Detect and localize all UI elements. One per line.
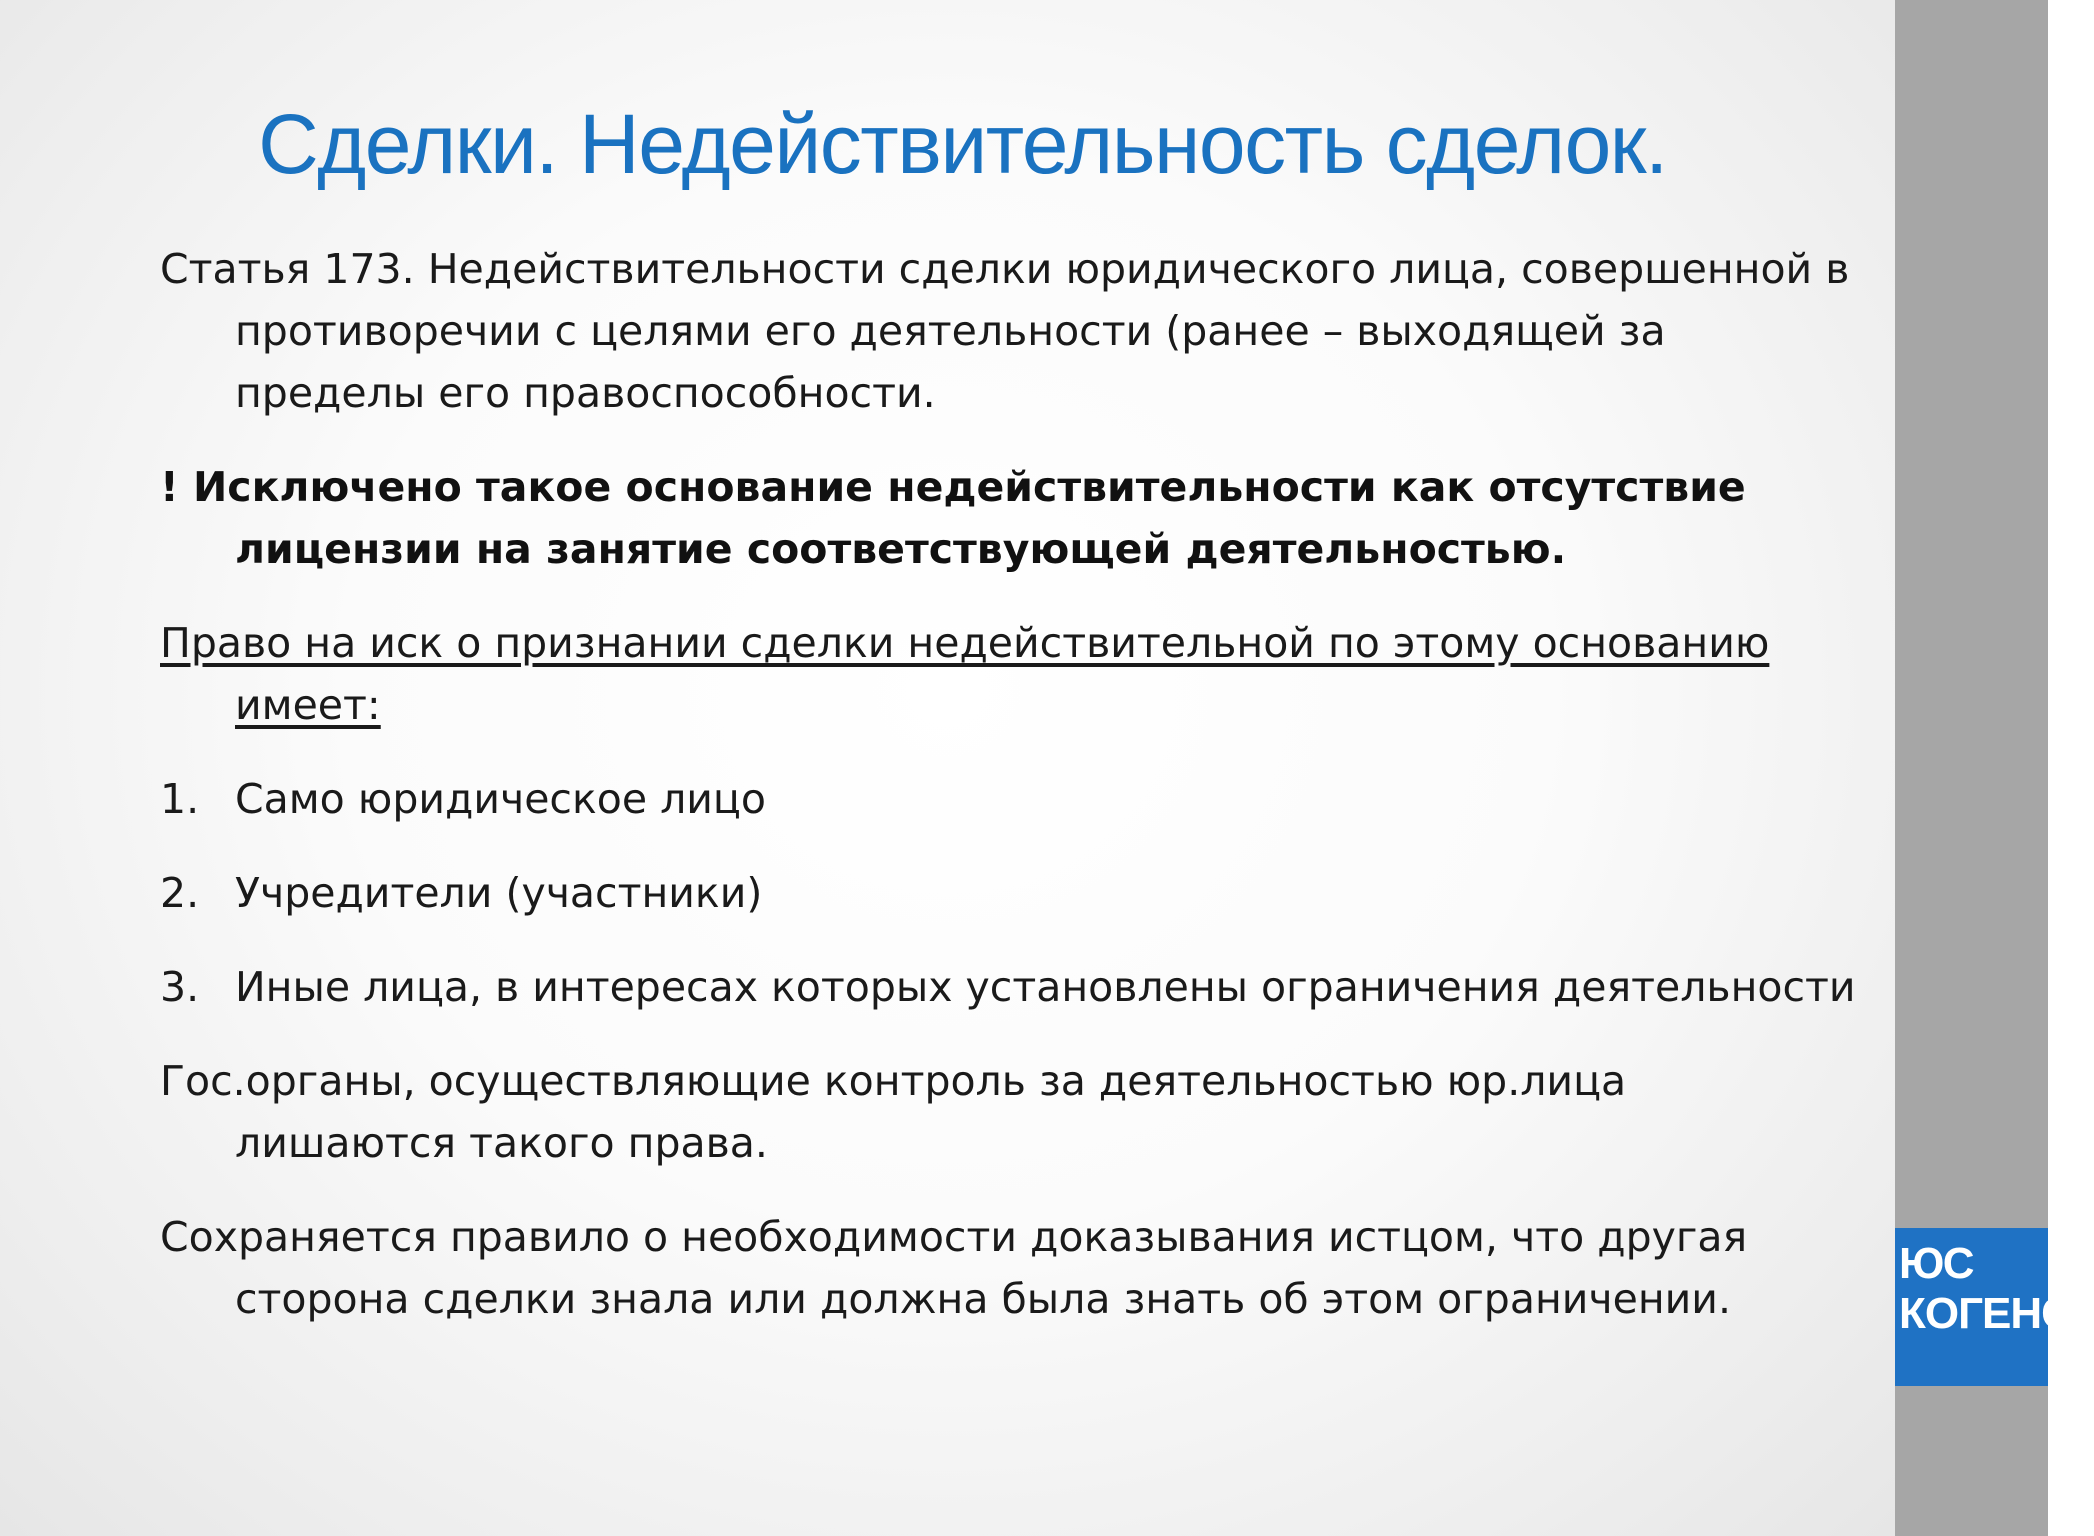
- exclusion-paragraph: ! Исключено такое основание недействительности как отсутствие лицензии на занятие соответствующей деятельностью.: [160, 463, 1746, 573]
- list-item: [160, 768, 1860, 830]
- list-item: [160, 862, 1860, 924]
- list-item-text: Само юридическое лицо: [235, 775, 766, 823]
- right-to-claim-text: Право на иск о признании сделки недействительной по этому основанию имеет:: [160, 619, 1770, 729]
- gov-bodies-paragraph: Гос.органы, осуществляющие контроль за деятельностью юр.лица лишаются такого права.: [160, 1057, 1627, 1167]
- slide-content: [160, 238, 1860, 1362]
- logo-text-line-1: ЮС: [1899, 1239, 1974, 1288]
- list-item-text: Учредители (участники): [235, 869, 763, 917]
- logo-text-line-2: КОГЕНС I: [1899, 1289, 2094, 1338]
- brand-logo: [1895, 1228, 2094, 1386]
- list-item-number: 1.: [160, 775, 200, 823]
- list-item-number: 3.: [160, 963, 200, 1011]
- list-item: [160, 956, 1860, 1018]
- list-item-number: 2.: [160, 869, 200, 917]
- article-paragraph: Статья 173. Недействительности сделки юридического лица, совершенной в противоречии с целями его деятельности (ранее – выходящей за пределы его правоспособности.: [160, 245, 1850, 417]
- right-to-claim-paragraph: [160, 612, 1860, 736]
- list-item-text: Иные лица, в интересах которых установлены ограничения деятельности: [235, 963, 1856, 1011]
- slide-title: Сделки. Недействительность сделок.: [258, 97, 1667, 191]
- proof-rule-paragraph: Сохраняется правило о необходимости доказывания истцом, что другая сторона сделки знала или должна была знать об этом ограничении.: [160, 1213, 1748, 1323]
